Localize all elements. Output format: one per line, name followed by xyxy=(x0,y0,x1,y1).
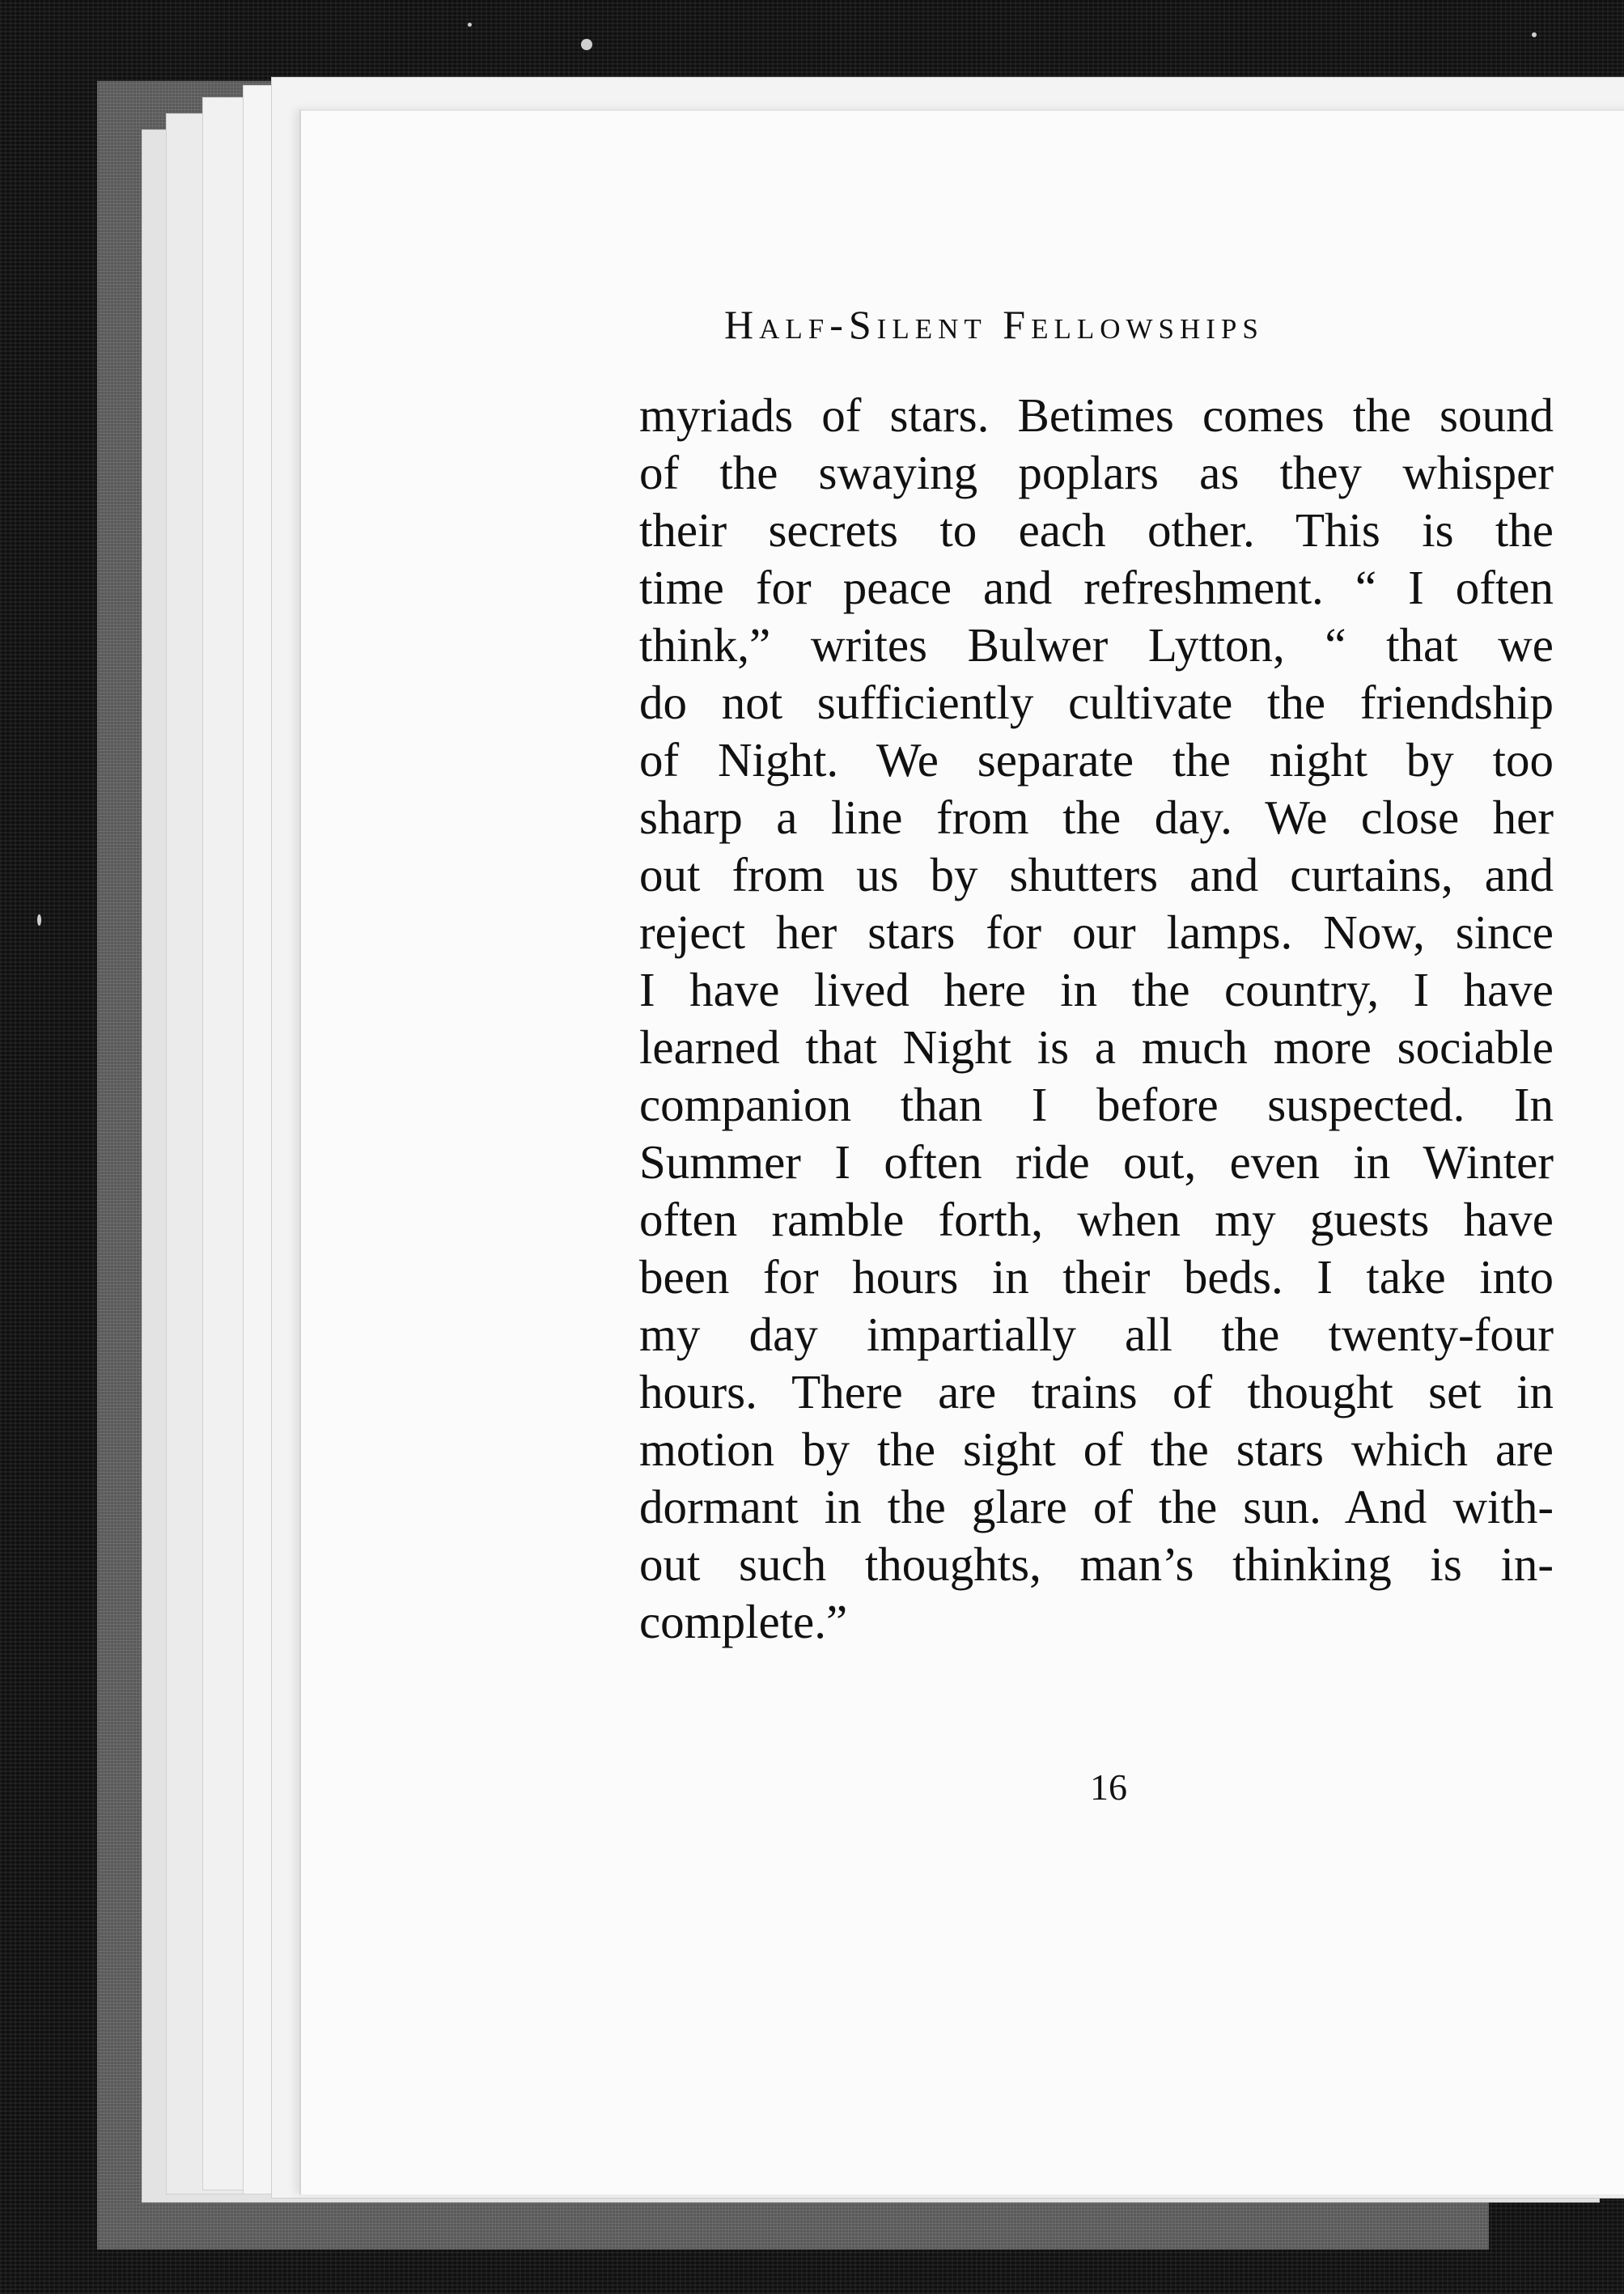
text-line: motion by the sight of the stars which are xyxy=(639,1423,1554,1476)
body-text xyxy=(639,387,1554,1651)
text-line: of Night. We separate the night by too xyxy=(639,733,1554,787)
text-line: learned that Night is a much more sociable xyxy=(639,1020,1554,1074)
text-line: complete.” xyxy=(639,1595,848,1648)
dust-speck xyxy=(581,39,592,50)
text-line: time for peace and refreshment. “ I often xyxy=(639,561,1554,614)
text-line: out such thoughts, man’s thinking is in- xyxy=(639,1537,1554,1591)
text-line: dormant in the glare of the sun. And with- xyxy=(639,1480,1554,1533)
text-line: of the swaying poplars as they whisper xyxy=(639,446,1554,499)
text-line: do not sufficiently cultivate the friendship xyxy=(639,676,1554,729)
page-number: 16 xyxy=(1090,1766,1127,1808)
text-line: hours. There are trains of thought set in xyxy=(639,1365,1554,1418)
dust-speck xyxy=(37,914,41,926)
text-line: I have lived here in the country, I have xyxy=(639,963,1554,1016)
text-line: sharp a line from the day. We close her xyxy=(639,791,1554,844)
dust-speck xyxy=(468,23,472,27)
text-line: my day impartially all the twenty-four xyxy=(639,1308,1554,1361)
text-line: myriads of stars. Betimes comes the sound xyxy=(639,388,1554,442)
text-line: been for hours in their beds. I take into xyxy=(639,1250,1554,1304)
text-line: Summer I often ride out, even in Winter xyxy=(639,1135,1554,1189)
dust-speck xyxy=(1532,32,1537,37)
text-line: their secrets to each other. This is the xyxy=(639,503,1554,557)
text-line: think,” writes Bulwer Lytton, “ that we xyxy=(639,618,1554,672)
text-line: reject her stars for our lamps. Now, since xyxy=(639,905,1554,959)
text-line: often ramble forth, when my guests have xyxy=(639,1193,1554,1246)
text-line: companion than I before suspected. In xyxy=(639,1078,1554,1131)
text-line: out from us by shutters and curtains, and xyxy=(639,848,1554,901)
running-head: Half-Silent Fellowships xyxy=(724,302,1264,347)
